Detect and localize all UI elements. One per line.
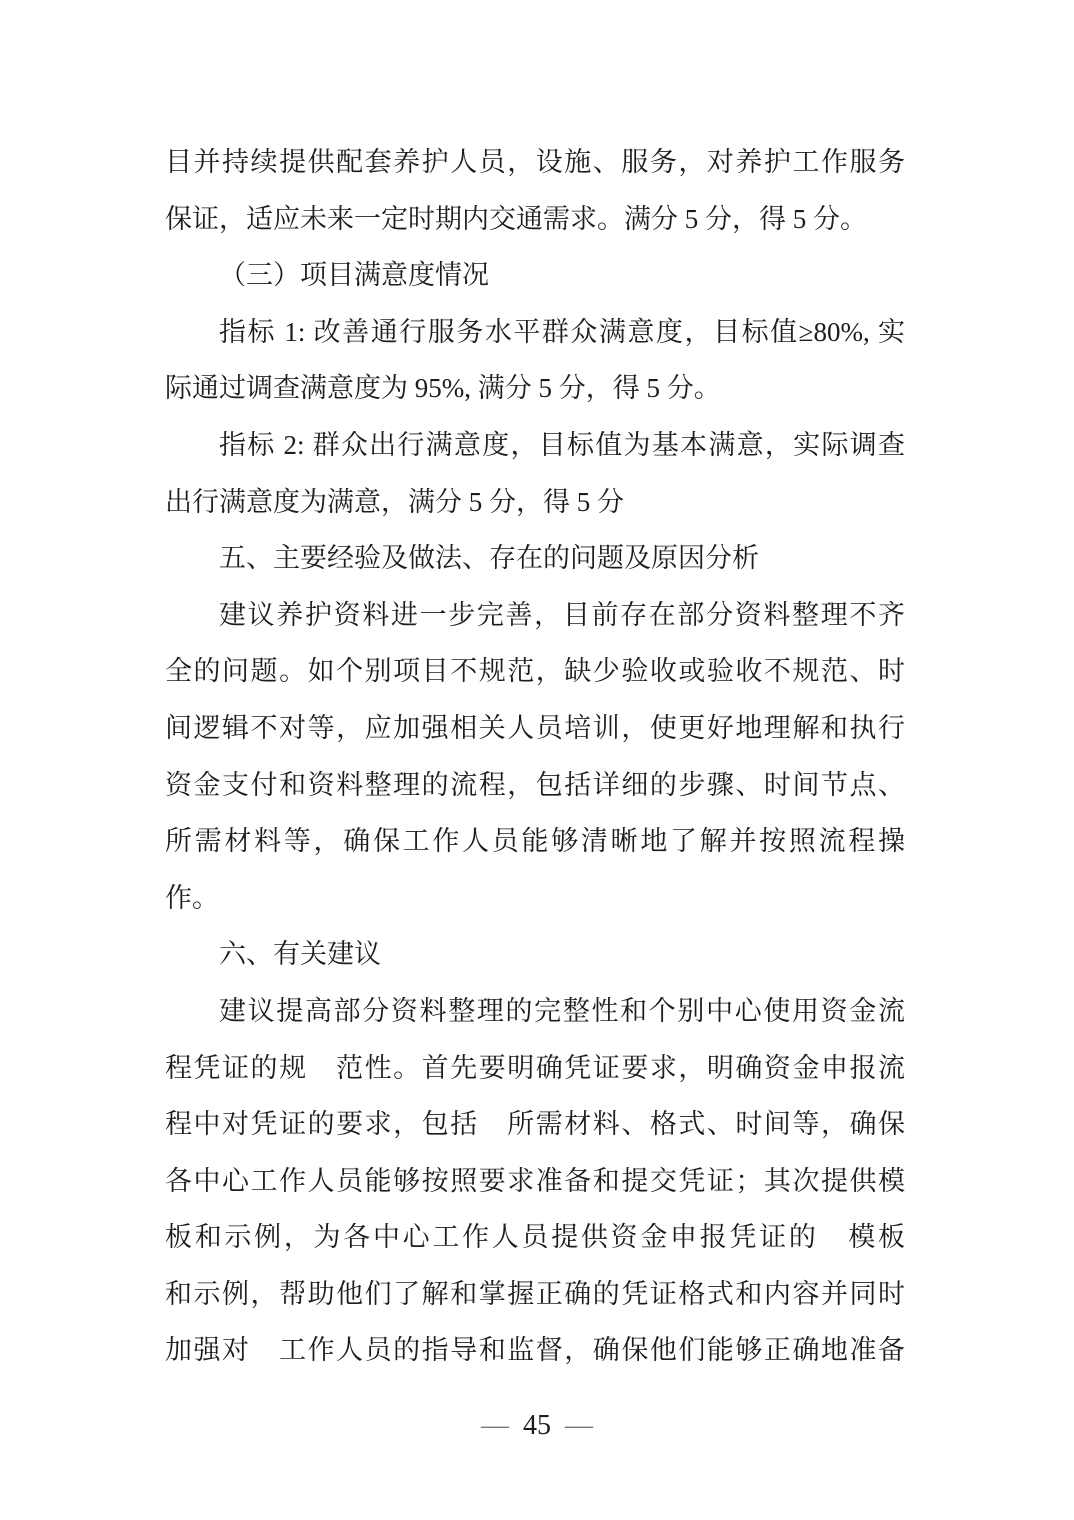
text-line: 和示例，帮助他们了解和掌握正确的凭证格式和内容并同时	[165, 1278, 905, 1309]
text-line: 六、有关建议	[219, 939, 381, 970]
text-line: 资金支付和资料整理的流程，包括详细的步骤、时间节点、	[165, 769, 905, 800]
text-line: 保证，适应未来一定时期内交通需求。满分 5 分，得 5 分。	[165, 203, 867, 234]
page-footer	[0, 1405, 1074, 1447]
text-line: 作。	[165, 882, 219, 913]
text-line: 指标 2: 群众出行满意度，目标值为基本满意，实际调查	[219, 429, 905, 460]
footer-dash-left: —	[481, 1410, 509, 1441]
text-line: 出行满意度为满意，满分 5 分，得 5 分	[165, 486, 624, 517]
text-line: （三）项目满意度情况	[219, 260, 489, 291]
text-line: 程凭证的规 范性。首先要明确凭证要求，明确资金申报流	[165, 1052, 905, 1083]
text-line: 加强对 工作人员的指导和监督，确保他们能够正确地准备	[165, 1335, 905, 1366]
text-line: 建议养护资料进一步完善，目前存在部分资料整理不齐	[219, 599, 905, 630]
document-body	[165, 134, 905, 1379]
text-line: 间逻辑不对等，应加强相关人员培训，使更好地理解和执行	[165, 712, 905, 743]
page-number: 45	[523, 1410, 551, 1441]
text-line: 建议提高部分资料整理的完整性和个别中心使用资金流	[219, 995, 905, 1026]
text-line: 际通过调查满意度为 95%, 满分 5 分，得 5 分。	[165, 373, 721, 404]
text-line: 指标 1: 改善通行服务水平群众满意度，目标值≥80%, 实	[219, 316, 905, 347]
text-line: 各中心工作人员能够按照要求准备和提交凭证；其次提供模	[165, 1165, 905, 1196]
footer-dash-right: —	[565, 1410, 593, 1441]
text-line: 所需材料等，确保工作人员能够清晰地了解并按照流程操	[165, 826, 905, 857]
text-line: 全的问题。如个别项目不规范，缺少验收或验收不规范、时	[165, 656, 905, 687]
text-line: 程中对凭证的要求，包括 所需材料、格式、时间等，确保	[165, 1109, 905, 1140]
text-line: 板和示例，为各中心工作人员提供资金申报凭证的 模板	[165, 1222, 905, 1253]
text-line: 目并持续提供配套养护人员，设施、服务，对养护工作服务	[165, 147, 905, 177]
text-line: 五、主要经验及做法、存在的问题及原因分析	[219, 543, 759, 574]
